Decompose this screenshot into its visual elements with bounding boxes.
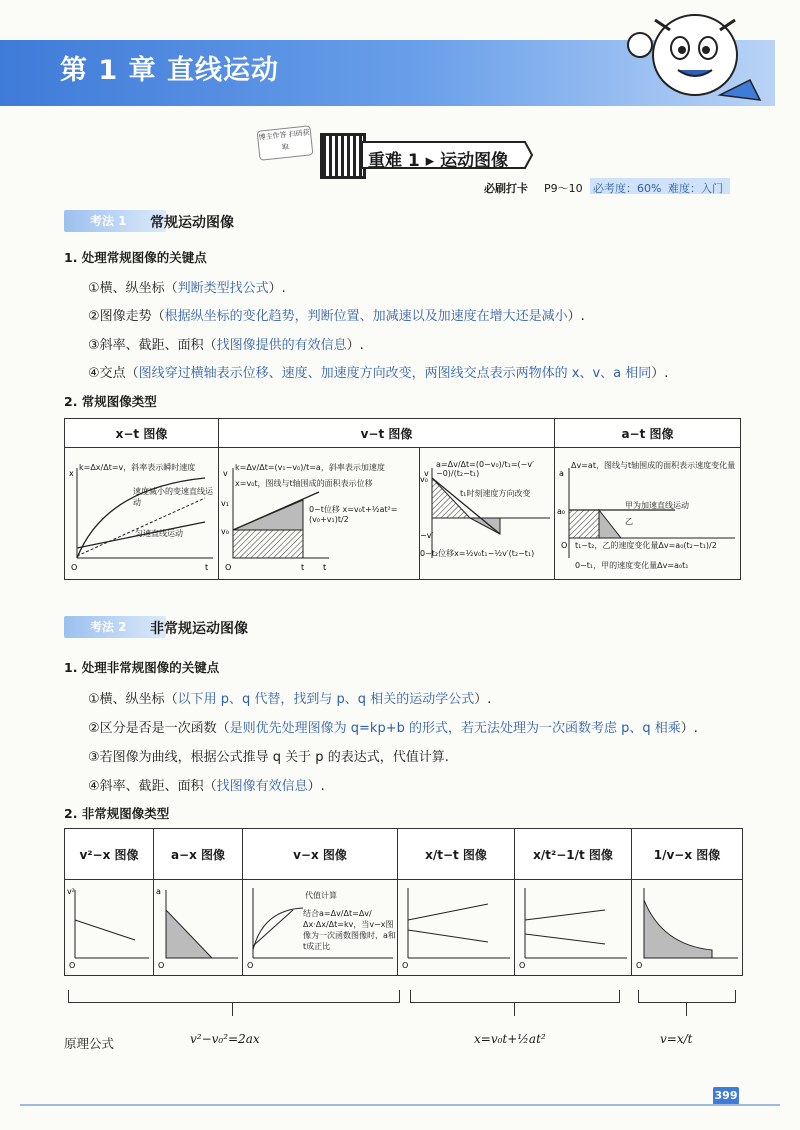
xt-graph	[65, 448, 218, 576]
vt2-turn-note: t₁时刻速度方向改变	[460, 489, 531, 498]
svg-text:v₁: v₁	[221, 499, 229, 508]
vt1-slope-note: k=Δv/Δt=(v₁−v₀)/t=a，斜率表示加速度	[235, 463, 385, 472]
s1-item-2: ②图像走势（根据纵坐标的变化趋势，判断位置、加减速以及加速度在增大还是减小）.	[88, 309, 585, 324]
svg-text:v²: v²	[67, 887, 75, 896]
at-yi-note: 乙	[625, 517, 633, 526]
exam-rate: 必考度：60%	[593, 182, 662, 195]
page-number: 399	[713, 1087, 739, 1105]
bracket-group-3	[638, 990, 736, 1003]
svg-text:x: x	[69, 469, 74, 478]
nonregular-graph-table	[64, 828, 743, 976]
vt-graph1-cell	[219, 448, 420, 580]
section1-tag: 考法 1	[64, 210, 166, 232]
bracket-group-1	[68, 990, 400, 1003]
svg-text:O: O	[225, 563, 232, 572]
at-yi-dv: t₁~t₂，乙的速度变化量Δv=a₀(t₂−t₁)/2	[575, 541, 717, 550]
vx-graph	[243, 880, 398, 976]
header-at: a−t 图像	[555, 419, 741, 448]
section2-heading1: 1. 处理非常规图像的关键点	[64, 660, 220, 675]
s1-item-4: ④交点（图线穿过横轴表示位移、速度、加速度方向改变，两图线交点表示两物体的 x、v、a 相同）.	[88, 366, 669, 381]
principle-label: 原理公式	[64, 1036, 115, 1051]
s2-item-4: ④斜率、截距、面积（找图像有效信息）.	[88, 779, 325, 794]
header-xt: x−t 图像	[65, 419, 219, 448]
svg-text:O: O	[561, 541, 568, 550]
at-area-note: Δv=at，图线与t轴围成的面积表示速度变化量	[571, 461, 736, 470]
topic-title: 重难 1 ▸ 运动图像	[368, 151, 509, 171]
vt2-disp-note: 0~t₂位移x=½v₀t₁−½v′(t₂−t₁)	[420, 549, 535, 558]
svg-text:a: a	[156, 887, 161, 896]
s2-item-1: ①横、纵坐标（以下用 p、q 代替，找到与 p、q 相关的运动学公式）.	[88, 692, 492, 707]
svg-text:v₀: v₀	[420, 475, 428, 484]
xt-slope-note: k=Δx/Δt=v，斜率表示瞬时速度	[79, 463, 196, 472]
svg-text:a: a	[559, 469, 564, 478]
header-xt-t: x/t−t 图像	[398, 829, 515, 880]
s1-item-1: ①横、纵坐标（判断类型找公式）.	[88, 281, 286, 296]
page-range: P9～10	[544, 182, 583, 195]
section2-heading2: 2. 非常规图像类型	[64, 806, 170, 821]
header-vt: v−t 图像	[219, 419, 555, 448]
svg-text:v: v	[424, 469, 429, 478]
svg-text:O: O	[519, 961, 526, 970]
svg-text:O: O	[69, 961, 76, 970]
svg-text:t: t	[301, 563, 305, 572]
vt1-disp-note: 0~t位移 x=v₀t+½at²=(v₀+v₁)t/2	[309, 505, 398, 524]
svg-text:O: O	[247, 961, 254, 970]
bracket-group-2	[410, 990, 620, 1003]
header-vx: v−x 图像	[243, 829, 398, 880]
at-graph	[555, 448, 740, 576]
section1-heading1: 1. 处理常规图像的关键点	[64, 250, 207, 265]
at-jia-dv: 0~t₁，甲的速度变化量Δv=a₀t₁	[575, 561, 689, 570]
xt2-graph	[515, 880, 632, 976]
v2x-graph	[65, 880, 154, 976]
vt-graph-2	[420, 448, 554, 576]
regular-graph-table	[64, 418, 741, 580]
s2-item-3: ③若图像为曲线，根据公式推导 q 关于 p 的表达式，代值计算.	[88, 750, 449, 765]
vt-graph2-cell	[420, 448, 555, 580]
header-xt2: x/t²−1/t 图像	[515, 829, 632, 880]
svg-text:a₀: a₀	[557, 507, 566, 516]
svg-text:O: O	[158, 961, 165, 970]
svg-text:v: v	[223, 469, 228, 478]
svg-text:O: O	[71, 563, 78, 572]
xt-graph-cell	[65, 448, 219, 580]
header-v2x: v²−x 图像	[65, 829, 154, 880]
s2-item-2: ②区分是否是一次函数（是则优先处理图像为 q=kp+b 的形式，若无法处理为一次函数考虑 p、q 相乘）.	[88, 721, 698, 736]
svg-text:O: O	[636, 961, 643, 970]
xt-t-graph	[398, 880, 515, 976]
check-label: 必刷打卡	[484, 182, 528, 195]
qr-note: 博主作答 扫码获取	[257, 125, 314, 160]
vx-note: 结合a=Δv/Δt=Δv/Δx·Δx/Δt=kv，当v−x图像为一次函数图像时，a和t成正比	[303, 909, 396, 951]
svg-text:O: O	[402, 961, 409, 970]
svg-text:−v′: −v′	[420, 531, 434, 540]
s1-item-3: ③斜率、截距、面积（找图像提供的有效信息）.	[88, 338, 364, 353]
section1-title: 常规运动图像	[150, 215, 234, 231]
vt2-slope-note: a=Δv/Δt=(0−v₀)/t₁=(−v′−0)/(t₂−t₁)	[436, 460, 534, 478]
svg-text:t: t	[323, 563, 327, 572]
svg-text:v₀: v₀	[221, 527, 229, 536]
header-1vx: 1/v−x 图像	[632, 829, 743, 880]
xt-curve-note: 速度减小的变速直线运动	[133, 487, 213, 507]
header-ax: a−x 图像	[154, 829, 243, 880]
formula-3: v=x/t	[660, 1032, 693, 1046]
footer-line	[20, 1104, 780, 1106]
difficulty: 难度：入门	[668, 182, 723, 195]
section2-title: 非常规运动图像	[150, 621, 248, 637]
at-graph-cell	[555, 448, 741, 580]
svg-text:t: t	[205, 563, 209, 572]
vt1-area-note: x=v₀t，图线与t轴围成的面积表示位移	[235, 479, 373, 488]
vx-calc-note: 代值计算	[305, 891, 337, 900]
mascot-illustration	[600, 0, 775, 110]
section1-heading2: 2. 常规图像类型	[64, 394, 157, 409]
at-jia-note: 甲为加速直线运动	[625, 501, 689, 510]
formula-1: v²−v₀²=2ax	[190, 1032, 260, 1046]
1vx-graph	[632, 880, 743, 976]
vt-graph-1	[219, 448, 419, 576]
xt-line-note: 匀速直线运动	[135, 529, 183, 538]
chapter-title: 第 1 章 直线运动	[60, 55, 279, 86]
ax-graph	[154, 880, 243, 976]
section2-tag: 考法 2	[64, 616, 166, 638]
formula-2: x=v₀t+½at²	[474, 1032, 546, 1046]
